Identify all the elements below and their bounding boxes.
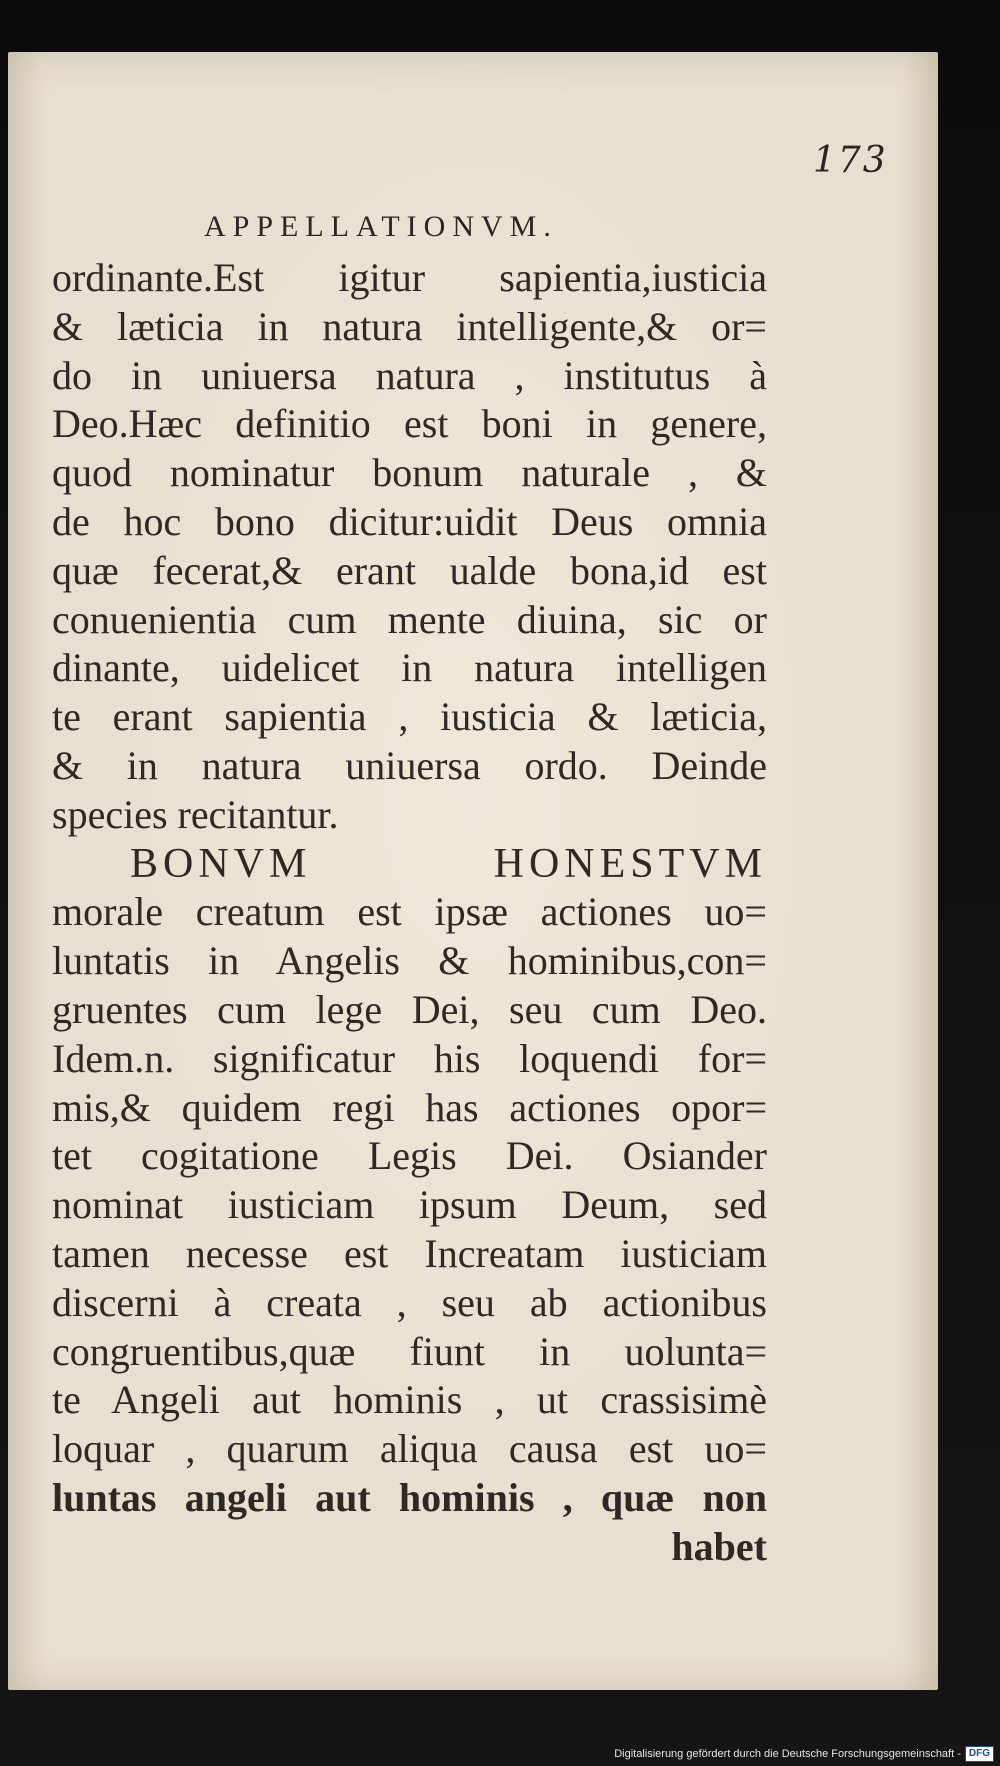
running-head: APPELLATIONVM. [204,210,558,243]
catchword: habet [671,1523,767,1569]
text-line-7: quæ fecerat,& erant ualde bona,id est [52,547,767,593]
body-text [52,254,767,1572]
text-line-3: do in uniuersa natura , institutus à [52,352,767,398]
text-line-1: ordinante.Est igitur sapientia,iusticia [52,255,767,300]
text-line-14: morale creatum est ipsæ actiones uo= [52,889,767,935]
folio-number: 173 [813,140,888,181]
text-line-5: quod nominatur bonum naturale , & [52,450,767,496]
text-line-17: Idem.n. significatur his loquendi for= [52,1035,767,1081]
text-line-4: Deo.Hæc definitio est boni in genere, [52,401,767,447]
text-line-19: tet cogitatione Legis Dei. Osiander [52,1133,767,1179]
text-line-9: dinante, uidelicet in natura intelligen [52,645,767,691]
text-line-26: luntas angeli aut hominis , quæ non [52,1474,767,1520]
text-line-12: species recitantur. [52,791,339,837]
text-line-22: discerni à creata , seu ab actionibus [52,1279,767,1325]
text-line-10: te erant sapientia , iusticia & læticia, [52,694,767,740]
dfg-logo: DFG [965,1746,994,1762]
text-line-8: conuenientia cum mente diuina, sic or [52,596,767,642]
text-line-6: de hoc bono dicitur:uidit Deus omnia [52,498,767,544]
text-line-11: & in natura uniuersa ordo. Deinde [52,742,767,788]
text-line-20: nominat iusticiam ipsum Deum, sed [52,1182,767,1228]
text-line-23: congruentibus,quæ fiunt in uolunta= [52,1328,767,1374]
book-page [8,52,938,1690]
text-line-2: & læticia in natura intelligente,& or= [52,303,767,349]
text-line-16: gruentes cum lege Dei, seu cum Deo. [52,986,767,1032]
credit-text: Digitalisierung gefördert durch die Deutsche Forschungsgemeinschaft - [614,1748,961,1760]
text-line-25: loquar , quarum aliqua causa est uo= [52,1426,767,1472]
text-line-18: mis,& quidem regi has actiones opor= [52,1084,767,1130]
text-line-21: tamen necesse est Increatam iusticiam [52,1230,767,1276]
digitization-credit [614,1746,994,1762]
text-line-24: te Angeli aut hominis , ut crassisimè [52,1377,767,1423]
text-line-15: luntatis in Angelis & hominibus,con= [52,938,767,984]
section-heading: BONVM HONESTVM [130,840,767,887]
